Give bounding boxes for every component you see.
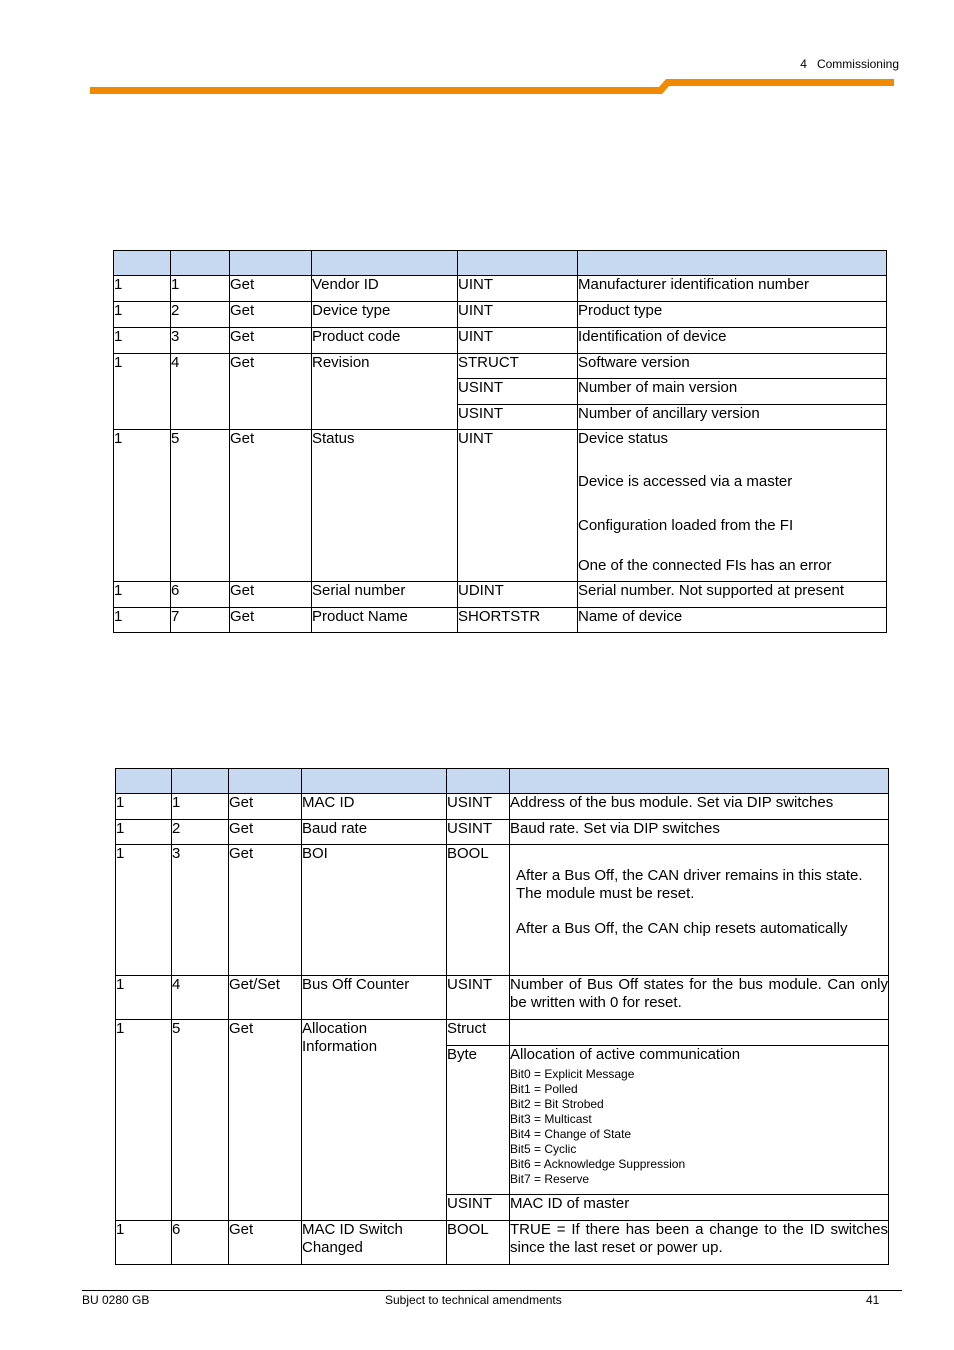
footer-note: Subject to technical amendments xyxy=(385,1293,562,1307)
identity-object-table xyxy=(113,250,887,633)
table-row: 1 1 Get Vendor ID UINT Manufacturer identification number xyxy=(114,276,887,302)
table-row: 1 4 Get/Set Bus Off Counter USINT Number of Bus Off states for the bus module. Can only be written with 0 for reset. xyxy=(116,976,889,1020)
table-header-row xyxy=(116,769,889,794)
table-row: 1 3 Get Product code UINT Identification of device xyxy=(114,328,887,354)
header-accent-bar xyxy=(0,0,954,100)
boi-description: After a Bus Off, the CAN driver remains in this state. The module must be reset. After a Bus Off, the CAN chip resets automatically xyxy=(510,845,889,976)
table-row: 1 5 Get Status UINT Device status Device is accessed via a master Configuration loaded from the FI One of the connected FIs has an error xyxy=(114,430,887,582)
table-row: 1 6 Get MAC ID Switch Changed BOOL TRUE = If there has been a change to the ID switches since the last reset or power up. xyxy=(116,1221,889,1265)
table-row: 1 7 Get Product Name SHORTSTR Name of device xyxy=(114,608,887,633)
footer-doc-id: BU 0280 GB xyxy=(82,1293,150,1307)
table-subrow: Byte Allocation of active communication Bit0 = Explicit Message Bit1 = Polled Bit2 = Bit Strobed Bit3 = Multicast Bit4 = Change of State Bit5 = Cyclic Bit6 = Acknowledge Suppression Bit7 = Reserve xyxy=(116,1046,889,1195)
table-row: 1 6 Get Serial number UDINT Serial number. Not supported at present xyxy=(114,582,887,608)
table-subrow: USINT Number of main version xyxy=(114,379,887,405)
bit-list: Bit0 = Explicit Message Bit1 = Polled Bit2 = Bit Strobed Bit3 = Multicast Bit4 = Change of State Bit5 = Cyclic Bit6 = Acknowledge Suppression Bit7 = Reserve xyxy=(510,1067,686,1186)
table-row: 1 2 Get Device type UINT Product type xyxy=(114,302,887,328)
chapter-title: Commissioning xyxy=(816,57,899,71)
chapter-number: 4 xyxy=(800,57,807,71)
table-row: 1 2 Get Baud rate USINT Baud rate. Set via DIP switches xyxy=(116,820,889,845)
page-number: 41 xyxy=(866,1293,880,1307)
table-row: 1 1 Get MAC ID USINT Address of the bus module. Set via DIP switches xyxy=(116,794,889,820)
allocation-description: Allocation of active communication Bit0 = Explicit Message Bit1 = Polled Bit2 = Bit Strobed Bit3 = Multicast Bit4 = Change of State Bit5 = Cyclic Bit6 = Acknowledge Suppression Bit7 = Reserve xyxy=(510,1046,889,1195)
table-subrow: USINT MAC ID of master xyxy=(116,1195,889,1221)
table-row: 1 5 Get Allocation Information Struct xyxy=(116,1020,889,1046)
table-row: 1 4 Get Revision STRUCT Software version xyxy=(114,354,887,379)
table-header-row xyxy=(114,251,887,276)
table-subrow: USINT Number of ancillary version xyxy=(114,405,887,430)
status-description: Device status Device is accessed via a master Configuration loaded from the FI One of the connected FIs has an error xyxy=(578,430,887,582)
table-row: 1 3 Get BOI BOOL After a Bus Off, the CAN driver remains in this state. The module must be reset. After a Bus Off, the CAN chip resets automatically xyxy=(116,845,889,976)
footer-rule xyxy=(82,1290,902,1291)
devicenet-object-table xyxy=(115,768,889,1265)
